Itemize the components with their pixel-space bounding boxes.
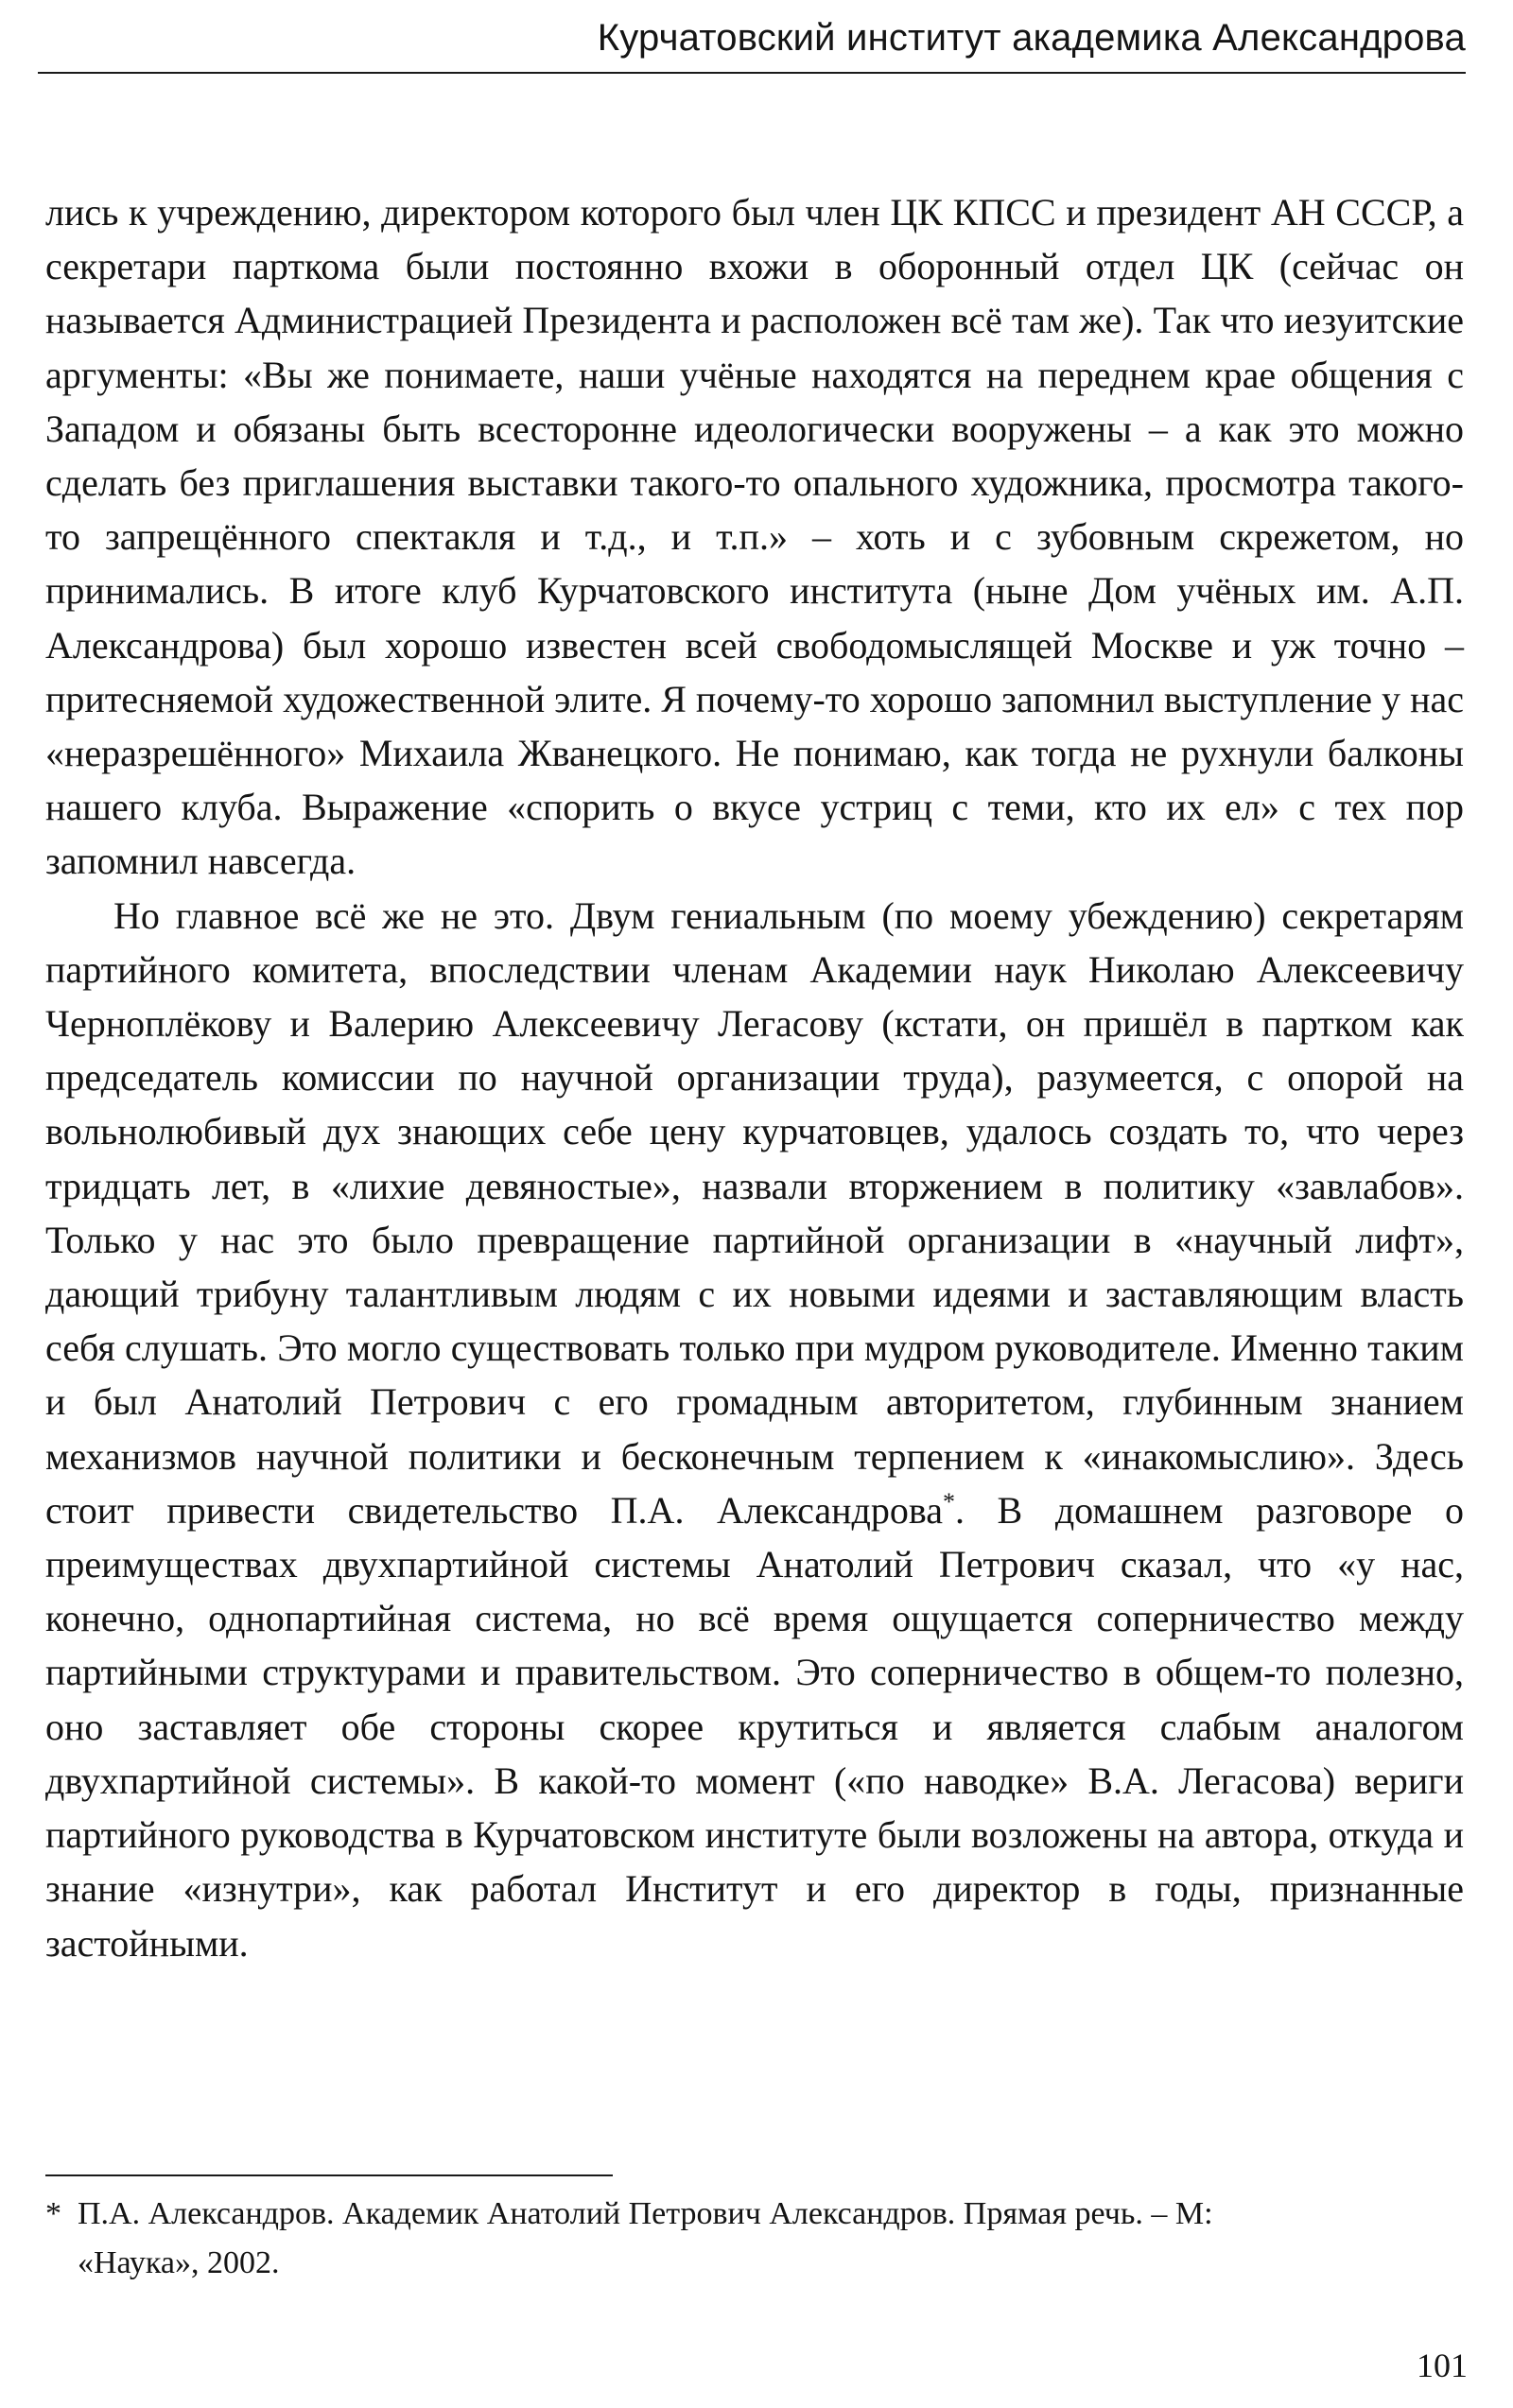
footnote-marker: * [45, 2196, 61, 2231]
footnote-text: П.А. Александров. Академик Анатолий Петрович Александров. Прямая речь. – М: [78, 2196, 1213, 2231]
footnote-line [45, 2239, 1464, 2288]
footnote [45, 2190, 1464, 2288]
paragraph-text: Но главное всё же не это. Двум гениальным (по моему убеждению) секретарям партийного комитета, впоследствии членам Академии наук Николаю Алексеевичу Черноплёкову и Валерию Алексеевичу Легасову (кстати, он пришёл в партком как председатель комиссии по научной организации труда), разумеется, с опорой на вольнолюбивый дух знающих себе цену курчатовцев, удалось создать то, что через тридцать лет, в «лихие девяностые», назвали вторжением в политику «завлабов». Только у нас это было превращение партийной организации в «научный лифт», дающий трибуну талантливым людям с их новыми идеями и заставляющим власть себя слушать. Это могло существовать только при мудром руководителе. Именно таким и был Анатолий Петрович с его громадным авторитетом, глубинным знанием механизмов научной политики и бесконечным терпением к «инакомыслию». Здесь стоит привести свидетельство П.А. Александрова [45, 893, 1464, 1532]
paragraph: лись к учреждению, директором которого был член ЦК КПСС и президент АН СССР, а секретари парткома были постоянно вхожи в оборонный отдел ЦК (сейчас он называется Администрацией Президента и расположен всё там же). Так что иезуитские аргументы: «Вы же понимаете, наши учёные находятся на переднем крае общения с Западом и обязаны быть всестороннe идеологически вооружены – а как это можно сделать без приглашения выставки такого-то опального художника, просмотра такого-то запрещённого спектакля и т.д., и т.п.» – хоть и с зубовным скрежетом, но принимались. В итоге клуб Курчатовского института (ныне Дом учёных им. А.П. Александрова) был хорошо известен всей свободомыслящей Москве и уж точно – притесняемой художественной элите. Я почему-то хорошо запомнил выступление у нас «неразрешённого» Михаила Жванецкого. Не понимаю, как тогда не рухнули балконы нашего клуба. Выражение «спорить о вкусе устриц с теми, кто их ел» с тех пор запомнил навсегда. [45, 191, 1464, 883]
footnote-line [45, 2190, 1464, 2239]
paragraph [45, 889, 1464, 1970]
running-header: Курчатовский институт академика Александрова [597, 17, 1466, 59]
header-rule [38, 72, 1466, 74]
footnote-text: «Наука», 2002. [78, 2245, 280, 2280]
footnote-rule [45, 2174, 613, 2176]
page-number: 101 [1417, 2347, 1468, 2384]
footnote-reference[interactable]: * [942, 1487, 955, 1516]
paragraph-text: . В домашнем разговоре о преимуществах двухпартийной системы Анатолий Петрович сказал, что «у нас, конечно, однопартийная система, но всё время ощущается соперничество между партийными структурами и правительством. Это соперничество в общем-то полезно, оно заставляет обе стороны скорее крутиться и является слабым аналогом двухпартийной системы». В какой-то момент («по наводке» В.А. Легасова) вериги партийного руководства в Курчатовском институте были возложены на автора, откуда и знание «изнутри», как работал Институт и его директор в годы, признанные застойными. [45, 1488, 1464, 1965]
main-text [45, 185, 1464, 1970]
